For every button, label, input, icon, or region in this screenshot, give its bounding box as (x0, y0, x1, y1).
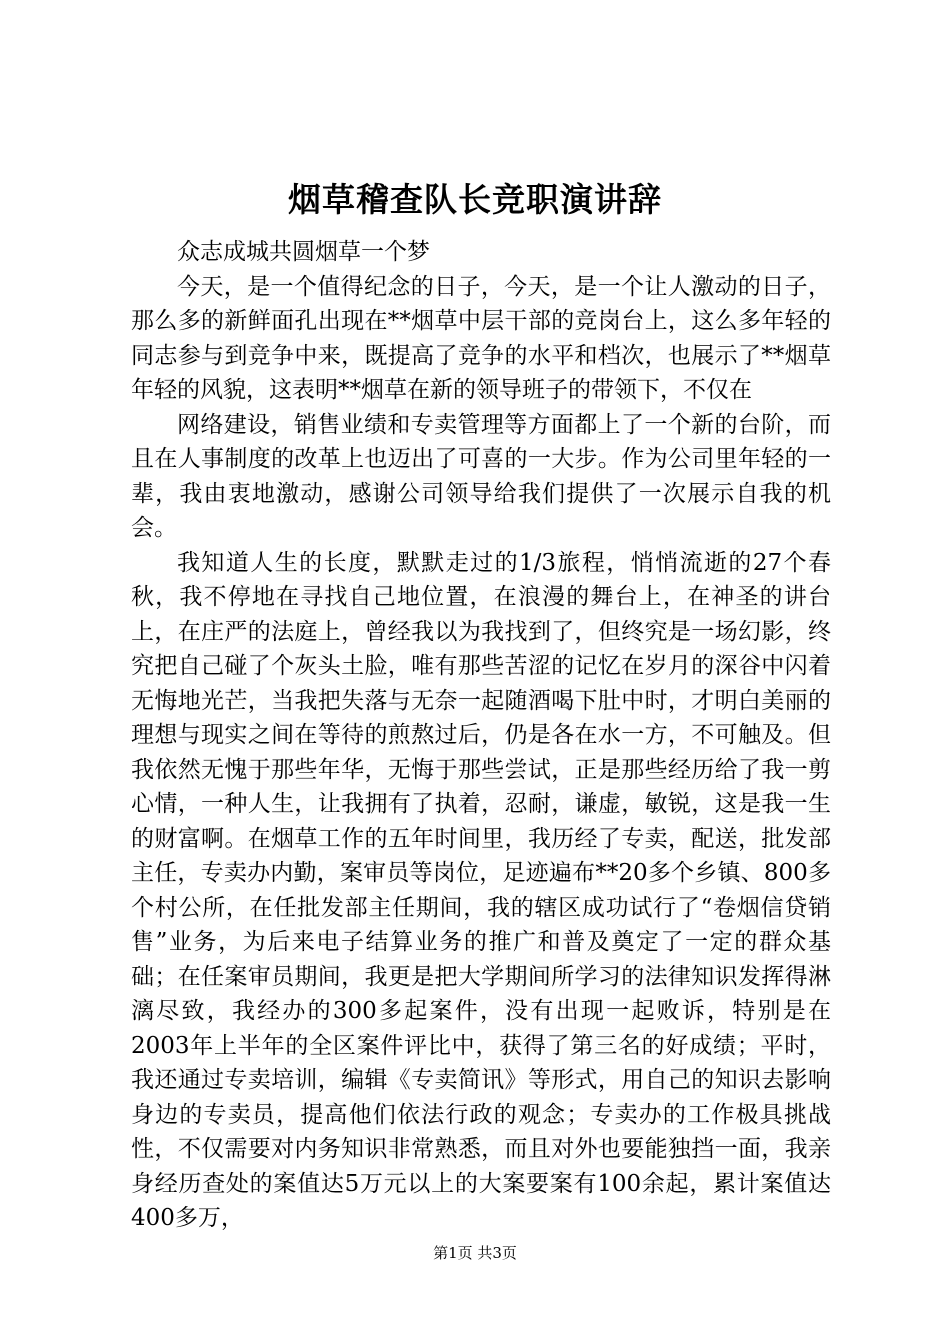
document-body (131, 235, 831, 1236)
body-paragraph-1: 今天，是一个值得纪念的日子，今天，是一个让人激动的日子，那么多的新鲜面孔出现在**烟草中层干部的竞岗台上，这么多年轻的同志参与到竞争中来，既提高了竞争的水平和档次，也展示了**烟草年轻的风貌，这表明**烟草在新的领导班子的带领下，不仅在 (131, 273, 831, 403)
document-title: 烟草稽查队长竞职演讲辞 (288, 180, 662, 219)
body-paragraph-2: 网络建设，销售业绩和专卖管理等方面都上了一个新的台阶，而且在人事制度的改革上也迈出了可喜的一大步。作为公司里年轻的一辈，我由衷地激动，感谢公司领导给我们提供了一次展示自我的机会。 (131, 411, 831, 541)
body-paragraph-subtitle: 众志成城共圆烟草一个梦 (177, 239, 430, 265)
body-paragraph-3: 我知道人生的长度，默默走过的1/3旅程，悄悄流逝的27个春秋，我不停地在寻找自己地位置，在浪漫的舞台上，在神圣的讲台上，在庄严的法庭上，曾经我以为我找到了，但终究是一场幻影，终究把自己碰了个灰头土脸，唯有那些苦涩的记忆在岁月的深谷中闪着无悔地光芒，当我把失落与无奈一起随酒喝下肚中时，才明白美丽的理想与现实之间在等待的煎熬过后，仍是各在水一方，不可触及。但我依然无愧于那些年华，无悔于那些尝试，正是那些经历给了我一剪心情，一种人生，让我拥有了执着，忍耐，谦虚，敏锐，这是我一生的财富啊。在烟草工作的五年时间里，我历经了专卖，配送，批发部主任，专卖办内勤，案审员等岗位，足迹遍布**20多个乡镇、800多个村公所，在任批发部主任期间，我的辖区成功试行了“卷烟信贷销售”业务，为后来电子结算业务的推广和普及奠定了一定的群众基础；在任案审员期间，我更是把大学期间所学习的法律知识发挥得淋漓尽致，我经办的300多起案件，没有出现一起败诉，特别是在2003年上半年的全区案件评比中，获得了第三名的好成绩；平时，我还通过专卖培训，编辑《专卖简讯》等形式，用自己的知识去影响身边的专卖员，提高他们依法行政的观念；专卖办的工作极具挑战性，不仅需要对内务知识非常熟悉，而且对外也要能独挡一面，我亲身经历查处的案值达5万元以上的大案要案有100余起，累计案值达400多万， (131, 549, 831, 1231)
page-footer: 第1页 共3页 (433, 1244, 517, 1262)
